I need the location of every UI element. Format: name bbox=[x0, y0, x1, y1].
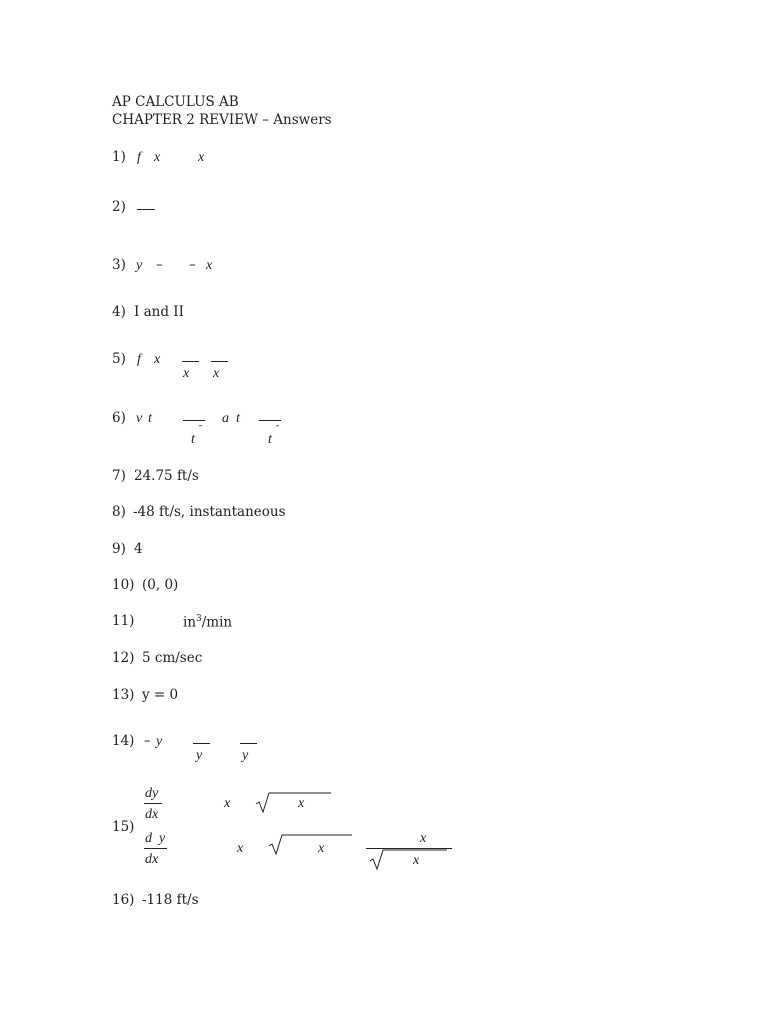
fraction-bar bbox=[259, 420, 281, 421]
math-token: t bbox=[148, 411, 152, 426]
answer-number: 12) bbox=[112, 650, 135, 666]
math-token: y bbox=[196, 748, 203, 763]
math-token: x bbox=[413, 853, 420, 868]
math-token: x bbox=[213, 366, 220, 381]
math-token: t bbox=[191, 432, 195, 447]
math-token: x bbox=[154, 352, 161, 367]
answer-text: 5 cm/sec bbox=[142, 650, 203, 666]
answer-number: 6) bbox=[112, 410, 126, 426]
answer-text: 24.75 ft/s bbox=[134, 468, 199, 484]
unit-exponent: 3 bbox=[196, 614, 202, 624]
fraction-bar bbox=[240, 743, 257, 744]
doc-subtitle: CHAPTER 2 REVIEW – Answers bbox=[112, 112, 332, 128]
answer-unit bbox=[183, 615, 232, 630]
unit-rest: /min bbox=[201, 614, 233, 631]
math-token: x bbox=[154, 150, 161, 165]
answer-number: 14) bbox=[112, 733, 135, 749]
math-token: t bbox=[236, 411, 240, 426]
math-token: y bbox=[159, 831, 166, 846]
math-token: x bbox=[206, 258, 213, 273]
radical-sign bbox=[268, 834, 354, 856]
answer-number: 8) bbox=[112, 504, 126, 520]
math-token: dx bbox=[145, 852, 159, 867]
math-token: dx bbox=[145, 807, 159, 822]
fraction-bar bbox=[182, 361, 199, 362]
math-token: f bbox=[137, 150, 141, 165]
math-token: x bbox=[318, 841, 325, 856]
math-token: x bbox=[420, 831, 427, 846]
math-token: – bbox=[189, 257, 196, 273]
math-token: x bbox=[224, 796, 231, 811]
fraction-bar bbox=[211, 361, 228, 362]
answer-number: 15) bbox=[112, 819, 135, 835]
math-token: dy bbox=[145, 786, 159, 801]
math-token: x bbox=[183, 366, 190, 381]
doc-title: AP CALCULUS AB bbox=[112, 94, 239, 110]
radical-sign bbox=[369, 849, 449, 871]
math-token: – bbox=[144, 733, 151, 749]
math-token: y bbox=[242, 748, 249, 763]
answer-number: 9) bbox=[112, 541, 126, 557]
math-token: a bbox=[222, 411, 229, 426]
math-token: t bbox=[268, 432, 272, 447]
answer-text: -48 ft/s, instantaneous bbox=[133, 504, 286, 520]
answer-number: 2) bbox=[112, 199, 126, 215]
math-token: v bbox=[136, 411, 143, 426]
math-token: f bbox=[137, 352, 141, 367]
answer-number: 1) bbox=[112, 149, 126, 165]
math-token: x bbox=[198, 150, 205, 165]
fraction-bar bbox=[144, 848, 167, 849]
fraction-bar bbox=[193, 743, 210, 744]
answer-number: 7) bbox=[112, 468, 126, 484]
answer-number: 5) bbox=[112, 351, 126, 367]
answer-number: 16) bbox=[112, 892, 135, 908]
answer-number: 11) bbox=[112, 613, 135, 629]
fraction-bar bbox=[183, 420, 205, 421]
answer-number: 10) bbox=[112, 577, 135, 593]
unit-base: in bbox=[183, 614, 197, 631]
math-token: – bbox=[156, 257, 163, 273]
fraction-bar bbox=[137, 209, 155, 210]
radical-sign bbox=[255, 792, 333, 814]
math-token: x bbox=[237, 841, 244, 856]
answer-text: 4 bbox=[134, 541, 143, 557]
answer-number: 4) bbox=[112, 304, 126, 320]
answer-number: 3) bbox=[112, 257, 126, 273]
answer-text: y = 0 bbox=[142, 687, 179, 703]
math-token: ¯ bbox=[198, 425, 203, 436]
math-token: ¯ bbox=[275, 425, 280, 436]
answer-text: I and II bbox=[134, 304, 184, 320]
answer-number: 13) bbox=[112, 687, 135, 703]
math-token: x bbox=[298, 796, 305, 811]
fraction-bar bbox=[144, 803, 162, 804]
math-token: y bbox=[156, 734, 163, 749]
answer-text: (0, 0) bbox=[142, 577, 179, 593]
answer-text: -118 ft/s bbox=[142, 892, 199, 908]
math-token: d bbox=[145, 831, 152, 846]
math-token: y bbox=[136, 258, 143, 273]
